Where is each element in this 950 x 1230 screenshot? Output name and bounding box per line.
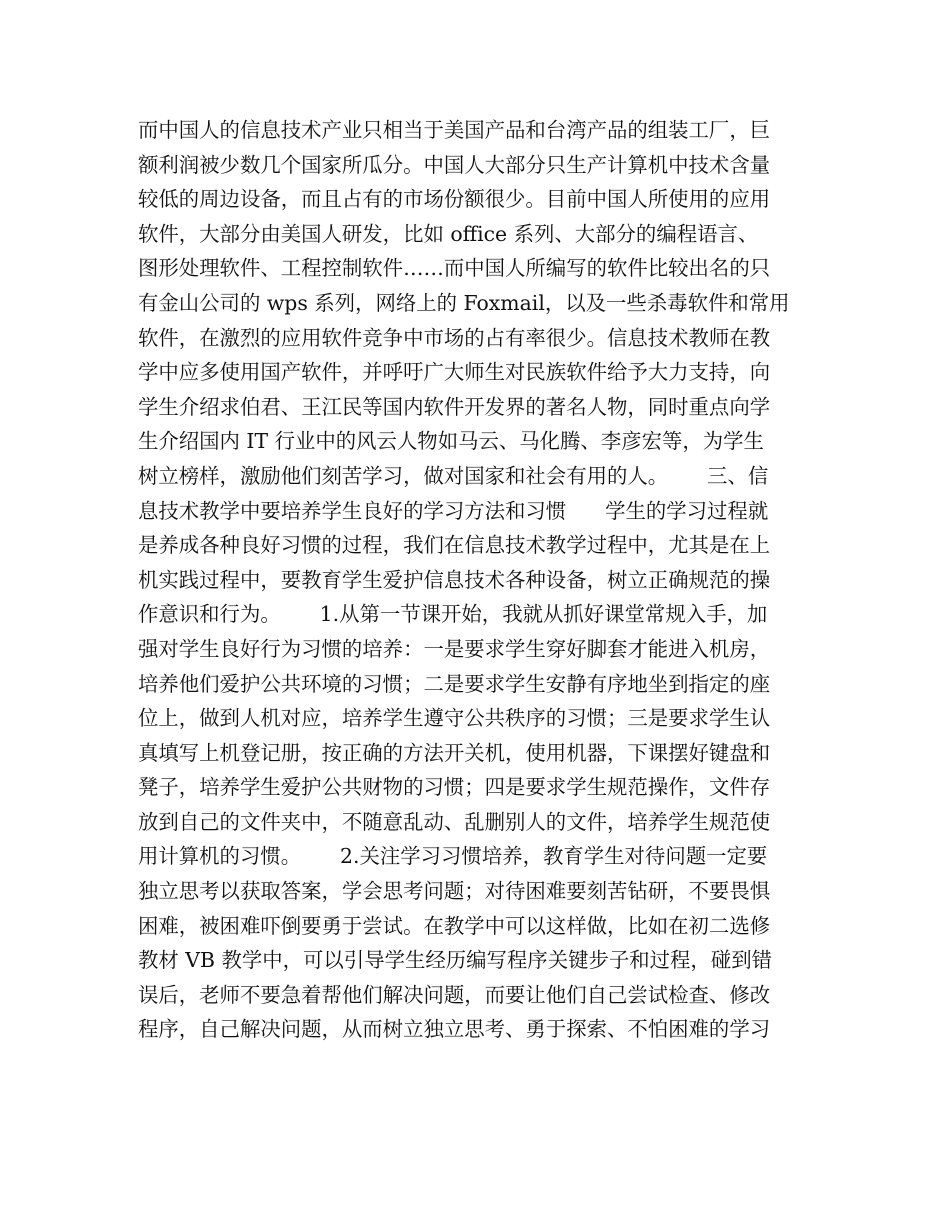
text-line: 软件，大部分由美国人研发，比如 office 系列、大部分的编程语言、 <box>138 221 759 246</box>
text-line: 有金山公司的 wps 系列，网络上的 Foxmail，以及一些杀毒软件和常用 <box>138 290 790 315</box>
text-line: 程序，自己解决问题，从而树立独立思考、勇于探索、不怕困难的学习 <box>138 1017 771 1042</box>
text-line: 图形处理软件、工程控制软件……而中国人所编写的软件比较出名的只 <box>138 256 771 281</box>
text-line: 学生介绍求伯君、王江民等国内软件开发界的著名人物，同时重点向学 <box>138 394 771 419</box>
text-line: 教材 VB 教学中，可以引导学生经历编写程序关键步子和过程，碰到错 <box>138 948 772 973</box>
text-line: 机实践过程中，要教育学生爱护信息技术各种设备，树立正确规范的操 <box>138 567 771 592</box>
text-line: 凳子，培养学生爱护公共财物的习惯；四是要求学生规范操作，文件存 <box>138 775 771 800</box>
text-line: 困难，被困难吓倒要勇于尝试。在教学中可以这样做，比如在初二选修 <box>138 913 771 938</box>
text-line: 学中应多使用国产软件，并呼吁广大师生对民族软件给予大力支持，向 <box>138 360 771 385</box>
text-line: 额利润被少数几个国家所瓜分。中国人大部分只生产计算机中技术含量 <box>138 152 771 177</box>
text-line: 放到自己的文件夹中，不随意乱动、乱删别人的文件，培养学生规范使 <box>138 809 771 834</box>
text-line: 树立榜样，激励他们刻苦学习，做对国家和社会有用的人。 三、信 <box>138 463 769 488</box>
text-line: 真填写上机登记册，按正确的方法开关机，使用机器，下课摆好键盘和 <box>138 740 771 765</box>
text-line: 作意识和行为。 1.从第一节课开始，我就从抓好课堂常规入手，加 <box>138 602 768 627</box>
text-line: 位上，做到人机对应，培养学生遵守公共秩序的习惯；三是要求学生认 <box>138 706 771 731</box>
text-line: 是养成各种良好习惯的过程，我们在信息技术教学过程中，尤其是在上 <box>138 533 771 558</box>
text-line: 培养他们爱护公共环境的习惯；二是要求学生安静有序地坐到指定的座 <box>138 671 771 696</box>
text-line: 误后，老师不要急着帮他们解决问题，而要让他们自己尝试检查、修改 <box>138 982 771 1007</box>
text-line: 软件，在激烈的应用软件竞争中市场的占有率很少。信息技术教师在教 <box>138 325 771 350</box>
text-line: 而中国人的信息技术产业只相当于美国产品和台湾产品的组装工厂，巨 <box>138 118 771 142</box>
text-line: 独立思考以获取答案，学会思考问题；对待困难要刻苦钻研，不要畏惧 <box>138 879 771 904</box>
text-line: 用计算机的习惯。 2.关注学习习惯培养，教育学生对待问题一定要 <box>138 844 768 869</box>
text-line: 较低的周边设备，而且占有的市场份额很少。目前中国人所使用的应用 <box>138 187 771 212</box>
text-line: 息技术教学中要培养学生良好的学习方法和习惯 学生的学习过程就 <box>138 498 769 523</box>
text-line: 生介绍国内 IT 行业中的风云人物如马云、马化腾、李彦宏等，为学生 <box>138 429 764 454</box>
body-text <box>138 113 818 1047</box>
text-line: 强对学生良好行为习惯的培养：一是要求学生穿好脚套才能进入机房， <box>138 636 771 661</box>
